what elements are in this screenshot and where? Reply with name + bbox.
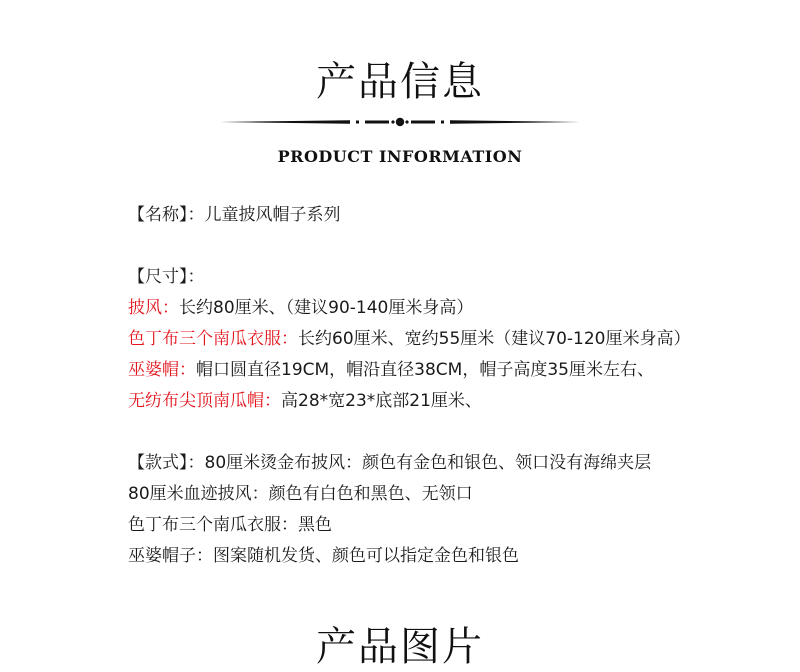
- ornamental-divider: [220, 112, 580, 132]
- name-value: 儿童披风帽子系列: [204, 205, 341, 225]
- section-title-product-images: 产品图片: [316, 624, 484, 670]
- style-value: 80厘米烫金布披风：颜色有金色和银色、领口没有海绵夹层: [204, 453, 652, 473]
- size-row-witch-hat: [128, 355, 788, 386]
- size-row-pumpkin-clothes: [128, 324, 788, 355]
- size-row-value: 长约80厘米、（建议90-140厘米身高）: [179, 298, 474, 318]
- style-row-gold-cape: [128, 448, 788, 479]
- style-row-pumpkin-clothes: 色丁布三个南瓜衣服：黑色: [128, 515, 332, 535]
- size-label: 【尺寸】：: [128, 267, 205, 287]
- style-row-witch-hat: 巫婆帽子：图案随机发货、颜色可以指定金色和银色: [128, 546, 519, 566]
- size-row-label: 巫婆帽：: [128, 360, 196, 380]
- size-row-label: 色丁布三个南瓜衣服：: [128, 329, 298, 349]
- page-subtitle: PRODUCT INFORMATION: [277, 147, 523, 166]
- size-row-label: 无纺布尖顶南瓜帽：: [128, 391, 281, 411]
- style-row-blood-cape: 80厘米血迹披风：颜色有白色和黑色、无领口: [128, 484, 473, 504]
- style-label: 【款式】：: [128, 453, 205, 473]
- size-row-value: 高28*宽23*底部21厘米、: [281, 391, 482, 411]
- size-row-label: 披风：: [128, 298, 179, 318]
- product-info: [128, 200, 788, 572]
- page-title: 产品信息: [316, 59, 484, 105]
- size-row-value: 帽口圆直径19CM，帽沿直径38CM，帽子高度35厘米左右、: [196, 360, 654, 380]
- size-row-cape: [128, 293, 788, 324]
- name-label: 【名称】：: [128, 205, 205, 225]
- size-row-pumpkin-hat: [128, 386, 788, 417]
- name-row: [128, 200, 788, 231]
- size-row-value: 长约60厘米、宽约55厘米（建议70-120厘米身高）: [298, 329, 691, 349]
